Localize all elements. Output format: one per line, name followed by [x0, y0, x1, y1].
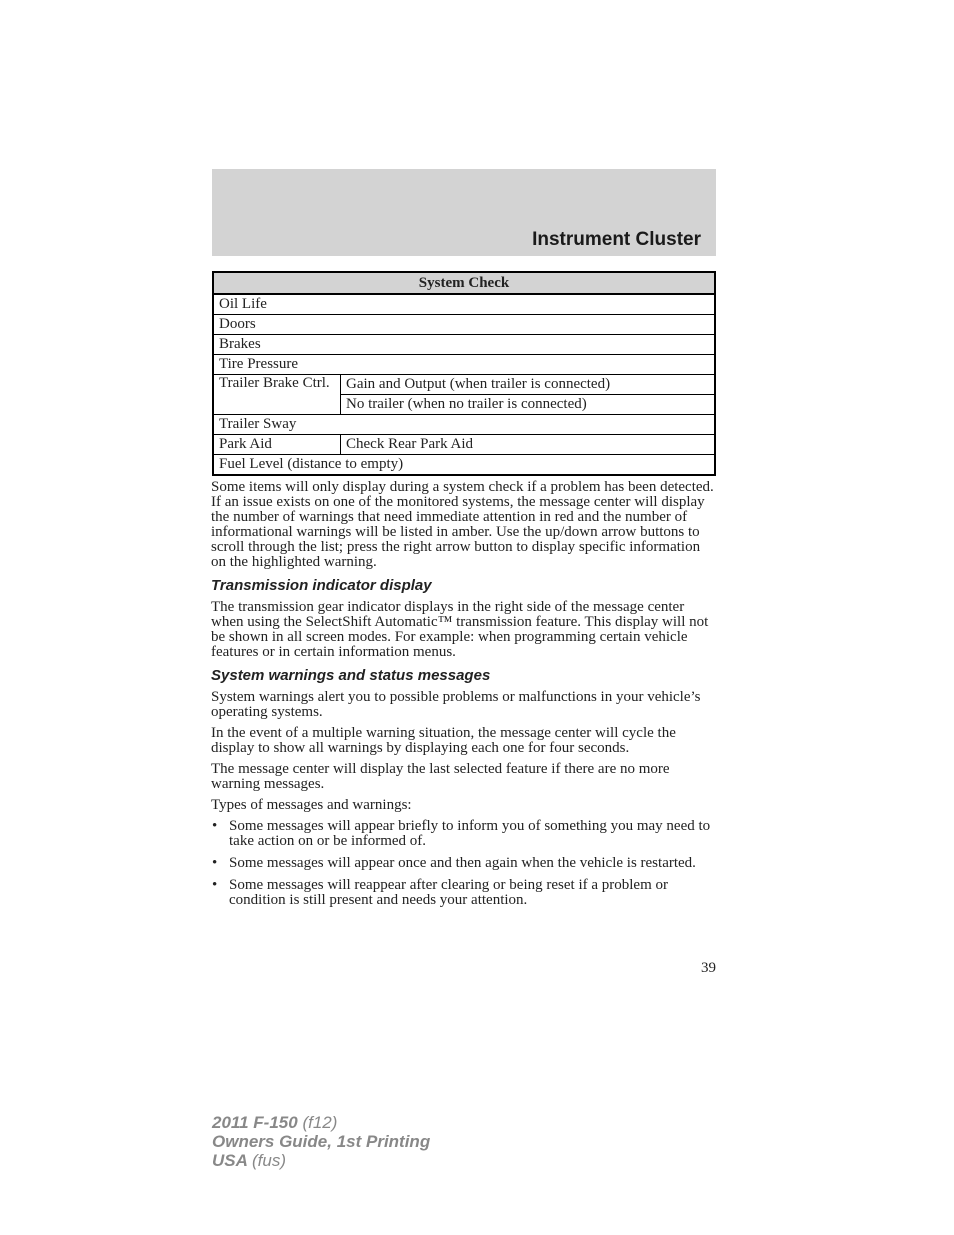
table-cell-fuel-level: Fuel Level (distance to empty): [213, 455, 715, 476]
table-heading: System Check: [213, 272, 715, 294]
table-cell-trailer-brake: Trailer Brake Ctrl.: [213, 375, 341, 415]
paragraph-types-intro: Types of messages and warnings:: [211, 797, 412, 813]
bullet-icon: •: [212, 877, 218, 893]
table-cell-doors: Doors: [213, 315, 715, 335]
footer-guide: Owners Guide, 1st Printing: [212, 1132, 431, 1151]
paragraph-system-check: Some items will only display during a system check if a problem has been detected. If an issue exists on one of the monitored systems, the message center will display the number of warnings that need immediate attention in red and the number of informational warnings will be listed in amber. Use the up/down arrow buttons to scroll through the list; press the right arrow button to display specific information on the highlighted warning.: [211, 479, 714, 570]
table-cell-tire-pressure: Tire Pressure: [213, 355, 715, 375]
bullet-icon: •: [212, 818, 218, 834]
table-row: [213, 415, 715, 435]
table-row: [213, 455, 715, 476]
table-row: [213, 435, 715, 455]
footer-model: 2011 F-150: [212, 1113, 298, 1132]
section-title: Instrument Cluster: [532, 229, 701, 250]
list-item: [211, 856, 717, 871]
list-item-text: Some messages will appear briefly to inform you of something you may need to take action on or be informed of.: [229, 818, 711, 849]
footer-region-line: [212, 1151, 430, 1170]
table-cell-brakes: Brakes: [213, 335, 715, 355]
page-number: 39: [701, 960, 716, 976]
footer-model-code: (f12): [302, 1113, 338, 1132]
system-check-table: [212, 271, 716, 476]
table-cell-trailer-brake-no-trailer: No trailer (when no trailer is connected): [341, 395, 716, 415]
footer-region: USA: [212, 1151, 248, 1170]
heading-system-warnings: System warnings and status messages: [211, 667, 491, 684]
bullet-icon: •: [212, 855, 218, 871]
list-item: [211, 878, 717, 908]
table-row: [213, 315, 715, 335]
messages-list: [211, 819, 717, 908]
footer-model-line: [212, 1113, 430, 1132]
table-cell-oil-life: Oil Life: [213, 294, 715, 315]
paragraph-last-selected: The message center will display the last selected feature if there are no more warning messages.: [211, 761, 670, 792]
list-item-text: Some messages will appear once and then again when the vehicle is restarted.: [229, 855, 696, 871]
table-cell-park-aid-value: Check Rear Park Aid: [341, 435, 716, 455]
table-header-row: [213, 272, 715, 294]
table-cell-trailer-brake-connected: Gain and Output (when trailer is connected): [341, 375, 716, 395]
table-cell-park-aid: Park Aid: [213, 435, 341, 455]
footer: [212, 1113, 430, 1170]
list-item-text: Some messages will reappear after clearing or being reset if a problem or condition is still present and needs your attention.: [229, 877, 668, 908]
paragraph-transmission: The transmission gear indicator displays in the right side of the message center when using the SelectShift Automatic™ transmission feature. This display will not be shown in all screen modes. For example: when programming certain vehicle features or in certain information menus.: [211, 599, 709, 660]
footer-region-code: (fus): [252, 1151, 286, 1170]
table-row: [213, 375, 715, 395]
body-text: [211, 480, 717, 915]
table-row: [213, 294, 715, 315]
heading-transmission-indicator: Transmission indicator display: [211, 577, 432, 594]
paragraph-multiple-warnings: In the event of a multiple warning situation, the message center will cycle the display to show all warnings by displaying each one for four seconds.: [211, 725, 676, 756]
paragraph-warnings-alert: System warnings alert you to possible problems or malfunctions in your vehicle’s operating systems.: [211, 689, 701, 720]
section-header-bar: [212, 169, 716, 256]
table-row: [213, 335, 715, 355]
table-row: [213, 355, 715, 375]
table-cell-trailer-sway: Trailer Sway: [213, 415, 715, 435]
list-item: [211, 819, 717, 849]
